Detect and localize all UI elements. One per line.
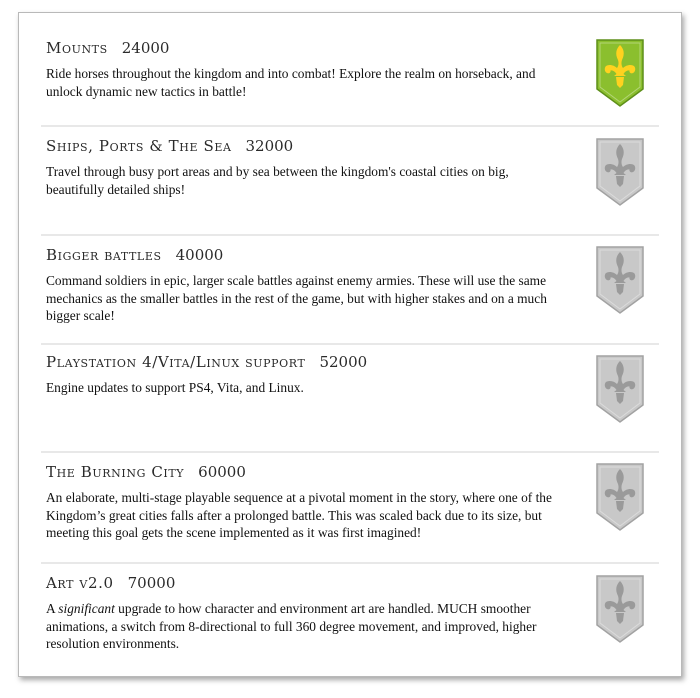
- fleur-de-lis-shield-icon: [596, 246, 644, 314]
- goal-description: Command soldiers in epic, larger scale battles against enemy armies. These will use the same mechanics as the smaller battles in the rest of the game, but with higher stakes and on a much bigger scale!: [46, 273, 547, 323]
- goal-amount: 60000: [198, 463, 246, 481]
- goal-title: [46, 137, 293, 155]
- goal-title: [46, 353, 367, 371]
- goal-name: Ships, Ports & The Sea: [46, 137, 232, 155]
- desc-text: upgrade to how character and environment art are handled. MUCH smoother animations, a switch from 8-directional to full 360 degree movement, and improved, higher resolution environments.: [46, 601, 537, 651]
- desc-text: A: [46, 601, 59, 616]
- goal-item-mounts: [41, 13, 659, 127]
- goal-name: Playstation 4/Vita/Linux support: [46, 353, 306, 371]
- goal-name: The Burning City: [46, 463, 185, 481]
- goal-description: Travel through busy port areas and by sea between the kingdom's coastal cities on big, beautifully detailed ships!: [46, 164, 509, 197]
- goal-item-platform-support: [41, 343, 659, 453]
- goal-description: Engine updates to support PS4, Vita, and Linux.: [46, 380, 304, 395]
- fleur-de-lis-shield-icon: [596, 355, 644, 423]
- goal-item-burning-city: [41, 451, 659, 564]
- goal-title: [46, 246, 223, 264]
- goal-title: [46, 463, 246, 481]
- goal-item-art-v2: [41, 562, 659, 674]
- goal-title: [46, 574, 175, 592]
- goal-name: Mounts: [46, 39, 108, 57]
- goal-description: An elaborate, multi-stage playable sequence at a pivotal moment in the story, where one of the Kingdom’s great cities falls after a prolonged battle. This was scaled back due to its size, but meeting this goal gets the scene implemented as it was first imagined!: [46, 490, 552, 540]
- goal-item-ships: [41, 125, 659, 236]
- goal-name: Art v2.0: [46, 574, 114, 592]
- desc-emphasis: significant: [58, 601, 115, 616]
- goal-amount: 70000: [127, 574, 176, 592]
- goal-description: [46, 600, 566, 653]
- stretch-goals-card: [18, 12, 682, 677]
- goal-amount: 32000: [245, 137, 294, 155]
- goal-amount: 40000: [175, 246, 224, 264]
- goal-title: [46, 39, 169, 57]
- fleur-de-lis-shield-icon: [596, 138, 644, 206]
- goal-description: Ride horses throughout the kingdom and into combat! Explore the realm on horseback, and unlock dynamic new tactics in battle!: [46, 66, 536, 99]
- goal-amount: 24000: [121, 39, 170, 57]
- goal-name: Bigger battles: [46, 246, 162, 264]
- goal-item-bigger-battles: [41, 234, 659, 345]
- fleur-de-lis-shield-icon: [596, 39, 644, 107]
- goal-amount: 52000: [319, 353, 368, 371]
- fleur-de-lis-shield-icon: [596, 463, 644, 531]
- fleur-de-lis-shield-icon: [596, 575, 644, 643]
